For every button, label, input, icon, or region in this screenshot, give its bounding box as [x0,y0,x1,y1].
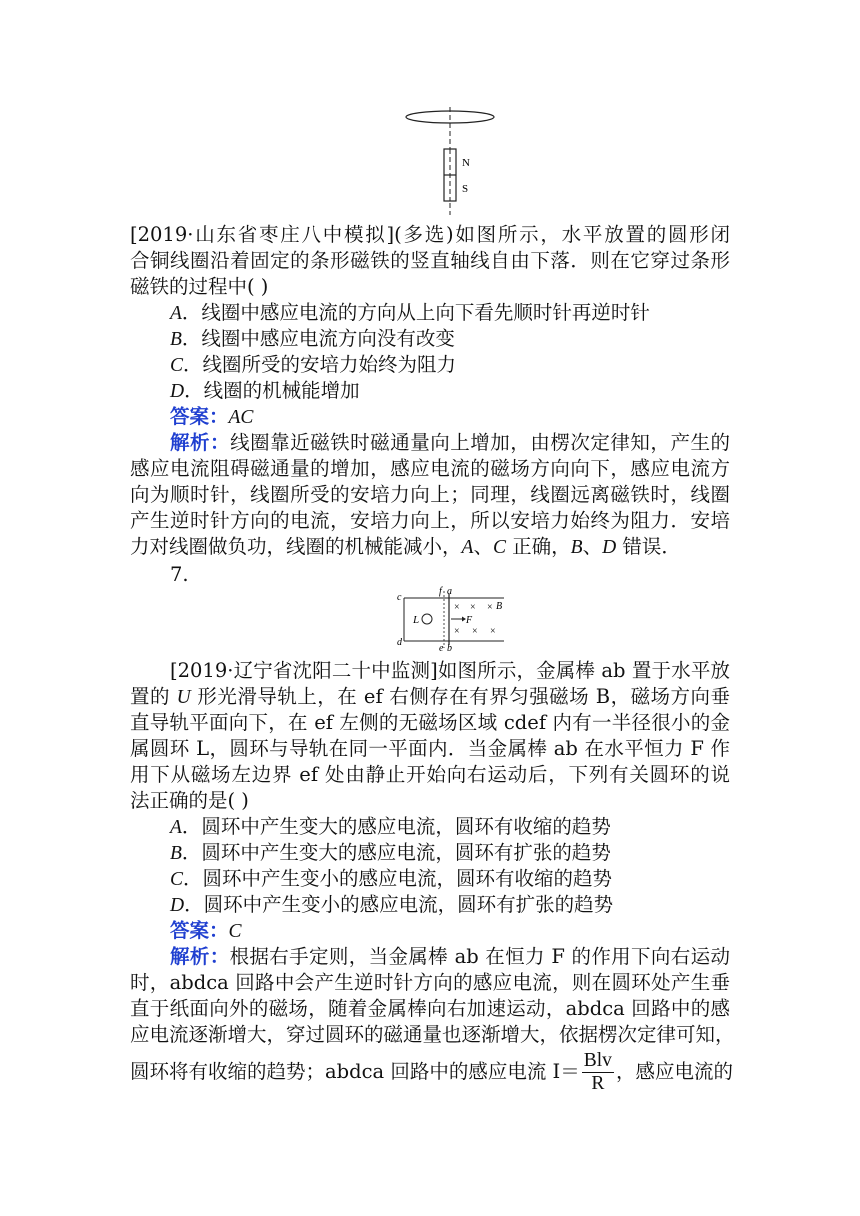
q6-option-d: D．线圈的机械能增加 [170,379,360,402]
current-fraction: $\frac{\text{Blv}}{R}$ [583,1050,612,1094]
q6-analysis-line-3: 向为顺时针，线圈所受的安培力向上；同理，线圈远离磁铁时，线圈 [130,483,730,506]
south-pole-label: S [462,183,469,195]
q7-stem-line-4: 属圆环 L，圆环与导轨在同一平面内．当金属棒 ab 在水平恒力 F 作 [130,737,730,760]
q7-analysis-line-3: 直于纸面向外的磁场，随着金属棒向右加速运动，abdca 回路中的感 [130,997,730,1020]
svg-text:×: × [490,626,496,637]
q6-stem-line-1: [2019·山东省枣庄八中模拟](多选)如图所示，水平放置的圆形闭 [130,223,730,246]
svg-text:a: a [447,586,452,597]
q7-stem-line-3: 直导轨平面向下，在 ef 左侧的无磁场区域 cdef 内有一半径很小的金 [130,711,730,734]
q6-stem-line-2: 合铜线圈沿着固定的条形磁铁的竖直轴线自由下落．则在它穿过条形 [130,249,730,272]
svg-text:e: e [439,643,444,654]
q6-answer: 答案：AC [170,405,254,428]
svg-text:B: B [496,601,503,612]
q6-analysis-line-5: 力对线圈做负功，线圈的机械能减小，A、C 正确，B、D 错误． [130,535,681,558]
q6-analysis-line-2: 感应电流阻碍磁通量的增加，感应电流的磁场方向向下，感应电流方 [130,457,730,480]
ring-magnet-figure [400,105,510,220]
svg-text:×: × [472,626,478,637]
svg-text:×: × [487,602,493,613]
north-pole-label: N [462,157,470,169]
svg-text:c: c [397,592,402,603]
q7-analysis-line-4: 应电流逐渐增大，穿过圆环的磁通量也逐渐增大，依据楞次定律可知， [130,1023,735,1046]
q7-option-b: B．圆环中产生变大的感应电流，圆环有扩张的趋势 [170,841,611,864]
q7-stem-line-2: 置的 U 形光滑导轨上，在 ef 右侧存在有界匀强磁场 B，磁场方向垂 [130,685,730,708]
q7-analysis-line-5: 圆环将有收缩的趋势；abdca 回路中的感应电流 I＝ $\frac{\text{Blv}}{R}$ ，感应电流的 [130,1050,733,1094]
q7-stem-line-5: 用下从磁场左边界 ef 处由静止开始向右运动后，下列有关圆环的说 [130,763,730,786]
svg-text:d: d [397,637,402,648]
rail-field-figure [394,586,514,656]
svg-text:×: × [454,626,460,637]
metal-ring-l [422,614,432,624]
q7-stem-line-6: 法正确的是( ) [130,789,249,812]
q6-option-b: B．线圈中感应电流方向没有改变 [170,327,455,350]
q6-analysis-line-4: 产生逆时针方向的电流，安培力向上，所以安培力始终为阻力．安培 [130,509,730,532]
q7-option-d: D．圆环中产生变小的感应电流，圆环有扩张的趋势 [170,893,614,916]
svg-text:F: F [466,615,473,626]
q7-stem-line-1: [2019·辽宁省沈阳二十中监测]如图所示，金属棒 ab 置于水平放 [170,659,730,682]
svg-text:f: f [439,586,442,597]
q6-stem-line-3: 磁铁的过程中( ) [130,275,269,298]
svg-text:L: L [413,614,420,626]
svg-text:×: × [470,602,476,613]
q7-option-a: A．圆环中产生变大的感应电流，圆环有收缩的趋势 [170,815,611,838]
q6-analysis-line-1: 解析：线圈靠近磁铁时磁通量向上增加，由楞次定律知，产生的 [170,431,730,454]
q7-answer: 答案：C [170,919,242,942]
q7-analysis-line-1: 解析：根据右手定则，当金属棒 ab 在恒力 F 的作用下向右运动 [170,945,730,968]
svg-text:×: × [454,602,460,613]
q7-option-c: C．圆环中产生变小的感应电流，圆环有收缩的趋势 [170,867,613,890]
q7-analysis-line-2: 时，abdca 回路中会产生逆时针方向的感应电流，则在圆环处产生垂 [130,971,730,994]
q6-option-a: A．线圈中感应电流的方向从上向下看先顺时针再逆时针 [170,301,650,324]
q7-number: 7. [170,563,189,586]
svg-text:b: b [447,643,452,654]
q6-option-c: C．线圈所受的安培力始终为阻力 [170,353,457,376]
